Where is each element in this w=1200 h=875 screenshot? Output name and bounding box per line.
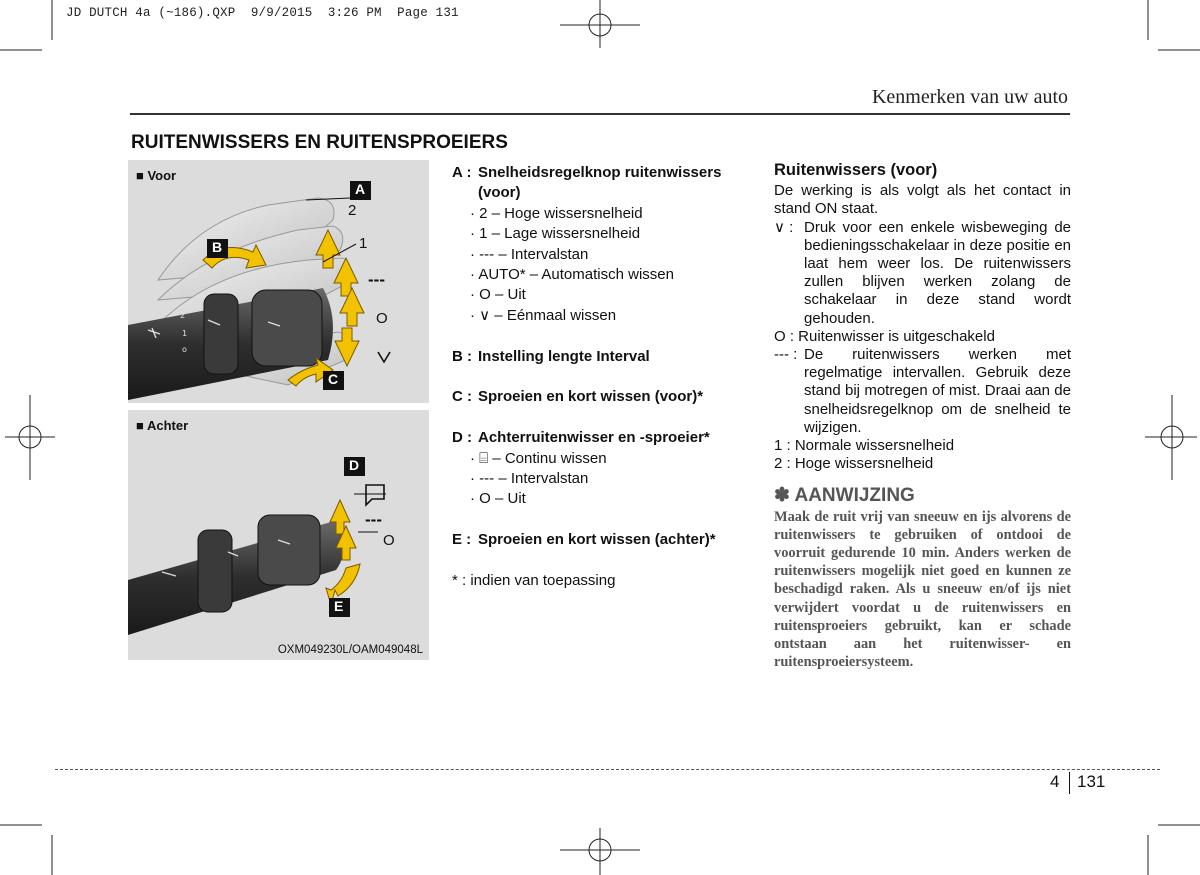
legend-b bbox=[452, 347, 757, 367]
legend-d-item: · O – Uit bbox=[470, 490, 526, 508]
legend-c bbox=[452, 387, 757, 407]
chapter-number: 4 bbox=[1050, 772, 1060, 791]
interval-text: De ruitenwissers werken met regelmatige intervallen. Gebruik deze stand bij motregen of mist. Draai aan de snelheidsregelknop om de snelheid te wijzigen. bbox=[804, 346, 1071, 436]
callout-e: E bbox=[334, 598, 344, 614]
figure-code: OXM049230L/OAM049048L bbox=[277, 644, 423, 656]
mark-low: 1 bbox=[359, 235, 368, 252]
legend-b-key: B : bbox=[452, 347, 472, 365]
callout-b: B bbox=[212, 239, 223, 255]
legend-a-item: · 2 – Hoge wissersnelheid bbox=[470, 204, 643, 222]
single-wipe-text: Druk voor een enkele wisbeweging de bedieningsschakelaar in deze positie en laat hem weer los. De ruitenwissers zullen blijven werken zolang de schakelaar in deze stand wordt gehouden. bbox=[804, 218, 1071, 327]
single-wipe-key: ∨ : bbox=[774, 218, 794, 236]
callout-a: A bbox=[355, 181, 366, 197]
legend-a-item: · O – Uit bbox=[470, 286, 526, 304]
legend-e-title: Sproeien en kort wissen (achter)* bbox=[478, 531, 716, 549]
header-rule bbox=[130, 113, 1070, 115]
single-wipe-entry bbox=[774, 219, 1071, 328]
off-line: O : Ruitenwisser is uitgeschakeld bbox=[774, 327, 995, 345]
legend-e-key: E : bbox=[452, 531, 472, 549]
wiper-illustration bbox=[128, 160, 429, 660]
note-body: Maak de ruit vrij van sneeuw en ijs alvorens de ruitenwissers te gebruiken of ontdooi de voorruit gedurende 10 min. Anders werken de ruitenwissers mogelijk niet goed en kunnen ze beschadigd raken. Als u sneeuw en/of ijs niet verwijdert voordat u de ruitenwissers en ruitensproeiers gebruikt, kan er schade ontstaan aan het ruitenwisser- en ruitensproeiersysteem. bbox=[774, 508, 1071, 671]
legend-c-title: Sproeien en kort wissen (voor)* bbox=[478, 388, 704, 406]
section-title: Kenmerken van uw auto bbox=[871, 86, 1068, 108]
page-title: RUITENWISSERS EN RUITENSPROEIERS bbox=[131, 132, 508, 153]
front-panel-label: ■ Voor bbox=[136, 168, 177, 183]
callout-c: C bbox=[328, 371, 339, 387]
legend-c-key: C : bbox=[452, 388, 472, 406]
legend-a bbox=[452, 163, 757, 204]
legend-a-item: · ∨ – Eénmaal wissen bbox=[470, 306, 617, 324]
wiper-figure bbox=[128, 160, 429, 660]
mark-rear-interval: --- bbox=[365, 510, 382, 529]
intro-text: De werking is als volgt als het contact in stand ON staat. bbox=[774, 182, 1071, 218]
footer-rule bbox=[55, 769, 1160, 770]
mark-high: 2 bbox=[348, 202, 357, 219]
svg-text:o: o bbox=[182, 345, 187, 354]
mark-off: O bbox=[376, 310, 388, 327]
svg-text:2: 2 bbox=[180, 311, 186, 320]
description-column bbox=[774, 161, 1071, 671]
legend-a-key: A : bbox=[452, 164, 472, 181]
legend-d-item: · ⌸ – Continu wissen bbox=[470, 449, 607, 467]
legend-column bbox=[452, 163, 757, 591]
interval-entry bbox=[774, 346, 1071, 437]
legend-d bbox=[452, 428, 757, 448]
legend-a-title: Snelheidsregelknop ruitenwissers (voor) bbox=[478, 164, 722, 202]
high-speed-line: 2 : Hoge wissersnelheid bbox=[774, 455, 934, 473]
front-stalk bbox=[128, 288, 333, 400]
svg-text:1: 1 bbox=[182, 329, 188, 338]
legend-d-item: · --- – Intervalstan bbox=[470, 470, 589, 488]
note-title: ✽ AANWIJZING bbox=[774, 485, 915, 507]
legend-e bbox=[452, 530, 757, 550]
legend-d-title: Achterruitenwisser en -sproeier* bbox=[478, 429, 710, 447]
legend-a-item: · --- – Intervalstan bbox=[470, 245, 589, 263]
interval-key: --- : bbox=[774, 346, 798, 364]
mark-rear-off: O bbox=[383, 532, 395, 549]
legend-a-item: · AUTO* – Automatisch wissen bbox=[470, 266, 674, 284]
page-number-divider bbox=[1069, 772, 1070, 794]
rear-panel-label: ■ Achter bbox=[136, 418, 189, 433]
legend-d-key: D : bbox=[452, 429, 472, 447]
front-wipers-heading: Ruitenwissers (voor) bbox=[774, 161, 938, 179]
callout-d: D bbox=[349, 457, 360, 473]
legend-a-item: · 1 – Lage wissersnelheid bbox=[470, 225, 641, 243]
footnote: * : indien van toepassing bbox=[452, 572, 616, 590]
rear-stalk bbox=[128, 515, 344, 635]
legend-b-title: Instelling lengte Interval bbox=[478, 347, 650, 365]
mark-interval: --- bbox=[368, 270, 385, 289]
print-header: JD DUTCH 4a (~186).QXP 9/9/2015 3:26 PM Page 131 bbox=[66, 6, 459, 20]
low-speed-line: 1 : Normale wissersnelheid bbox=[774, 437, 955, 455]
page-number: 131 bbox=[1077, 772, 1106, 791]
